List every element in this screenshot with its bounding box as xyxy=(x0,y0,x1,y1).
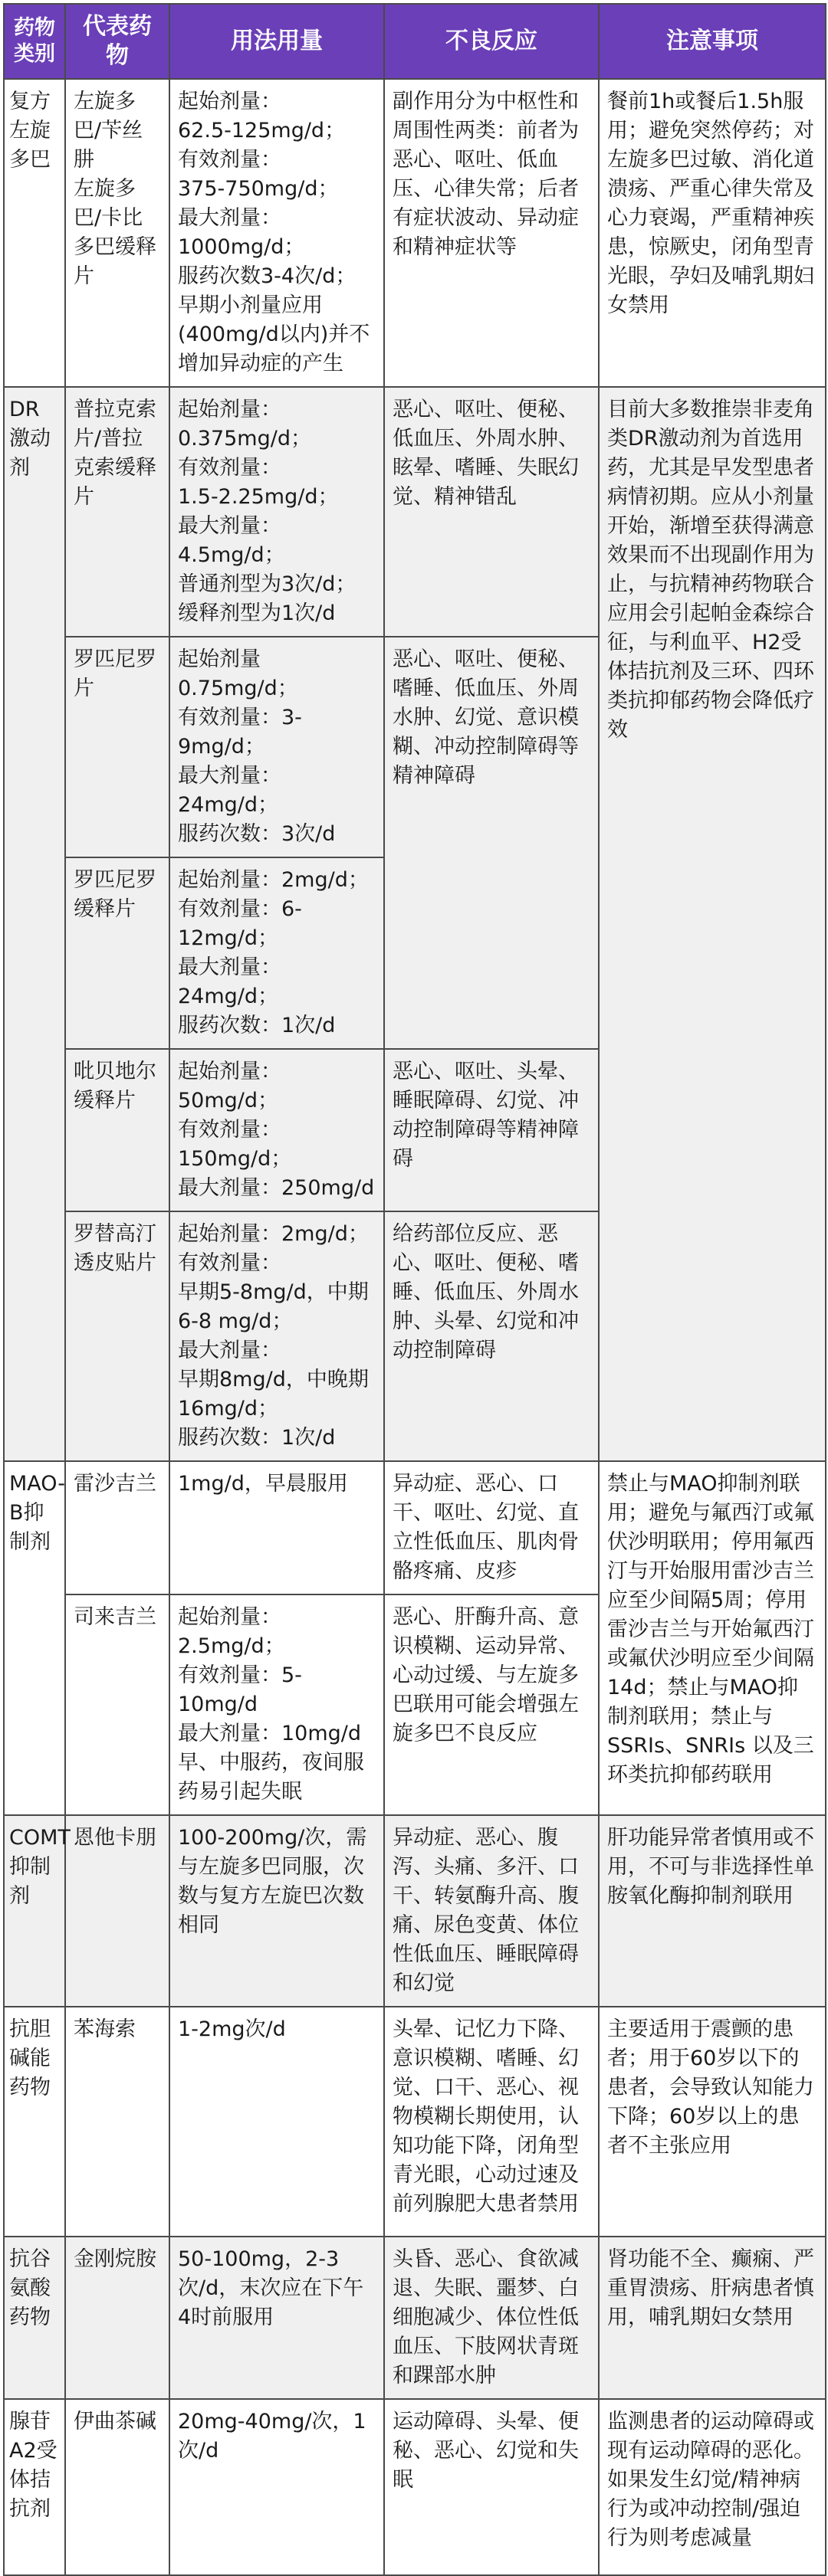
dosage-cell: 50-100mg，2-3次/d，末次应在下午4时前服用 xyxy=(169,2237,384,2399)
drug-cell: 伊曲茶碱 xyxy=(65,2399,169,2575)
dosage-cell: 起始剂量0.75mg/d； 有效剂量：3-9mg/d； 最大剂量：24mg/d； 服药次数：3次/d xyxy=(169,637,384,857)
dosage-cell: 起始剂量： 62.5-125mg/d； 有效剂量： 375-750mg/d； 最大剂量： 1000mg/d； 服药次数3-4次/d； 早期小剂量应用(400mg/d以内)并不增加异动症的产生 xyxy=(169,79,384,387)
table-row xyxy=(4,1461,826,1594)
header-drug: 代表药物 xyxy=(65,4,169,79)
adverse-cell: 头昏、恶心、食欲减退、失眠、噩梦、白细胞减少、体位性低血压、下肢网状青斑和踝部水肿 xyxy=(384,2237,599,2399)
table-row xyxy=(4,1815,826,2007)
dosage-cell: 起始剂量： 0.375mg/d； 有效剂量： 1.5-2.25mg/d； 最大剂量：4.5mg/d； 普通剂型为3次/d； 缓释剂型为1次/d xyxy=(169,387,384,637)
dosage-cell: 起始剂量：50mg/d； 有效剂量：150mg/d； 最大剂量：250mg/d xyxy=(169,1049,384,1211)
notes-cell: 目前大多数推崇非麦角类DR激动剂为首选用药，尤其是早发型患者病情初期。应从小剂量开始，渐增至获得满意效果而不出现副作用为止，与抗精神药物联合应用会引起帕金森综合征，与利血平、H2受体拮抗剂及三环、四环类抗抑郁药物会降低疗效 xyxy=(599,387,826,1461)
drug-cell: 吡贝地尔缓释片 xyxy=(65,1049,169,1211)
drug-cell: 司来吉兰 xyxy=(65,1594,169,1815)
adverse-cell: 给药部位反应、恶心、呕吐、便秘、嗜睡、低血压、外周水肿、头晕、幻觉和冲动控制障碍 xyxy=(384,1211,599,1461)
notes-cell: 主要适用于震颤的患者；用于60岁以下的患者，会导致认知能力下降；60岁以上的患者不主张应用 xyxy=(599,2007,826,2237)
table-row xyxy=(4,2399,826,2575)
notes-cell: 肾功能不全、癫痫、严重胃溃疡、肝病患者慎用，哺乳期妇女禁用 xyxy=(599,2237,826,2399)
notes-cell: 监测患者的运动障碍或现有运动障碍的恶化。如果发生幻觉/精神病行为或冲动控制/强迫行为则考虑减量 xyxy=(599,2399,826,2575)
adverse-cell: 恶心、肝酶升高、意识模糊、运动异常、心动过缓、与左旋多巴联用可能会增强左旋多巴不良反应 xyxy=(384,1594,599,1815)
table-row xyxy=(4,2007,826,2237)
header-category: 药物类别 xyxy=(4,4,65,79)
adverse-cell: 运动障碍、头晕、便秘、恶心、幻觉和失眠 xyxy=(384,2399,599,2575)
category-cell: 腺苷A2受体拮抗剂 xyxy=(4,2399,65,2575)
drug-cell: 恩他卡朋 xyxy=(65,1815,169,2007)
dosage-cell: 起始剂量：2.5mg/d； 有效剂量：5-10mg/d 最大剂量：10mg/d 早、中服药，夜间服药易引起失眠 xyxy=(169,1594,384,1815)
notes-cell: 餐前1h或餐后1.5h服用；避免突然停药；对左旋多巴过敏、消化道溃疡、严重心律失常及心力衰竭，严重精神疾患，惊厥史，闭角型青光眼，孕妇及哺乳期妇女禁用 xyxy=(599,79,826,387)
drug-cell: 雷沙吉兰 xyxy=(65,1461,169,1594)
dosage-cell: 起始剂量：2mg/d； 有效剂量： 早期5-8mg/d，中期6-8 mg/d； 最大剂量： 早期8mg/d，中晚期16mg/d； 服药次数：1次/d xyxy=(169,1211,384,1461)
drug-cell: 罗替高汀透皮贴片 xyxy=(65,1211,169,1461)
table-header-row xyxy=(4,4,826,79)
header-notes: 注意事项 xyxy=(599,4,826,79)
header-adverse: 不良反应 xyxy=(384,4,599,79)
header-dosage: 用法用量 xyxy=(169,4,384,79)
category-cell: 抗胆碱能药物 xyxy=(4,2007,65,2237)
adverse-cell: 恶心、呕吐、便秘、低血压、外周水肿、眩晕、嗜睡、失眠幻觉、精神错乱 xyxy=(384,387,599,637)
category-cell: COMT抑制剂 xyxy=(4,1815,65,2007)
drug-cell: 苯海索 xyxy=(65,2007,169,2237)
drug-table xyxy=(3,3,826,2576)
drug-cell: 罗匹尼罗缓释片 xyxy=(65,857,169,1049)
table-row xyxy=(4,387,826,637)
category-cell: 复方左旋多巴 xyxy=(4,79,65,387)
category-cell: MAO-B抑制剂 xyxy=(4,1461,65,1815)
notes-cell: 禁止与MAO抑制剂联用；避免与氟西汀或氟伏沙明联用；停用氟西汀与开始服用雷沙吉兰应至少间隔5周；停用雷沙吉兰与开始氟西汀或氟伏沙明应至少间隔14d；禁止与MAO抑制剂联用；禁止与SSRIs、SNRIs 以及三环类抗抑郁药联用 xyxy=(599,1461,826,1815)
category-cell: 抗谷氨酸药物 xyxy=(4,2237,65,2399)
dosage-cell: 起始剂量：2mg/d； 有效剂量：6-12mg/d； 最大剂量：24mg/d； 服药次数：1次/d xyxy=(169,857,384,1049)
notes-cell: 肝功能异常者慎用或不用，不可与非选择性单胺氧化酶抑制剂联用 xyxy=(599,1815,826,2007)
adverse-cell: 副作用分为中枢性和周围性两类：前者为恶心、呕吐、低血压、心律失常；后者有症状波动、异动症和精神症状等 xyxy=(384,79,599,387)
table-row xyxy=(4,79,826,387)
adverse-cell: 恶心、呕吐、便秘、嗜睡、低血压、外周水肿、幻觉、意识模糊、冲动控制障碍等精神障碍 xyxy=(384,637,599,1049)
adverse-cell: 异动症、恶心、口干、呕吐、幻觉、直立性低血压、肌肉骨骼疼痛、皮疹 xyxy=(384,1461,599,1594)
dosage-cell: 1mg/d，早晨服用 xyxy=(169,1461,384,1594)
table-row xyxy=(4,2237,826,2399)
adverse-cell: 恶心、呕吐、头晕、睡眠障碍、幻觉、冲动控制障碍等精神障碍 xyxy=(384,1049,599,1211)
adverse-cell: 头晕、记忆力下降、意识模糊、嗜睡、幻觉、口干、恶心、视物模糊长期使用，认知功能下降，闭角型青光眼，心动过速及前列腺肥大患者禁用 xyxy=(384,2007,599,2237)
drug-cell: 普拉克索片/普拉克索缓释片 xyxy=(65,387,169,637)
adverse-cell: 异动症、恶心、腹泻、头痛、多汗、口干、转氨酶升高、腹痛、尿色变黄、体位性低血压、睡眠障碍和幻觉 xyxy=(384,1815,599,2007)
drug-cell: 金刚烷胺 xyxy=(65,2237,169,2399)
category-cell: DR激动剂 xyxy=(4,387,65,1461)
drug-cell: 左旋多巴/苄丝肼 左旋多巴/卡比多巴缓释片 xyxy=(65,79,169,387)
drug-cell: 罗匹尼罗片 xyxy=(65,637,169,857)
dosage-cell: 20mg-40mg/次，1次/d xyxy=(169,2399,384,2575)
dosage-cell: 1-2mg次/d xyxy=(169,2007,384,2237)
dosage-cell: 100-200mg/次，需与左旋多巴同服，次数与复方左旋巴次数相同 xyxy=(169,1815,384,2007)
